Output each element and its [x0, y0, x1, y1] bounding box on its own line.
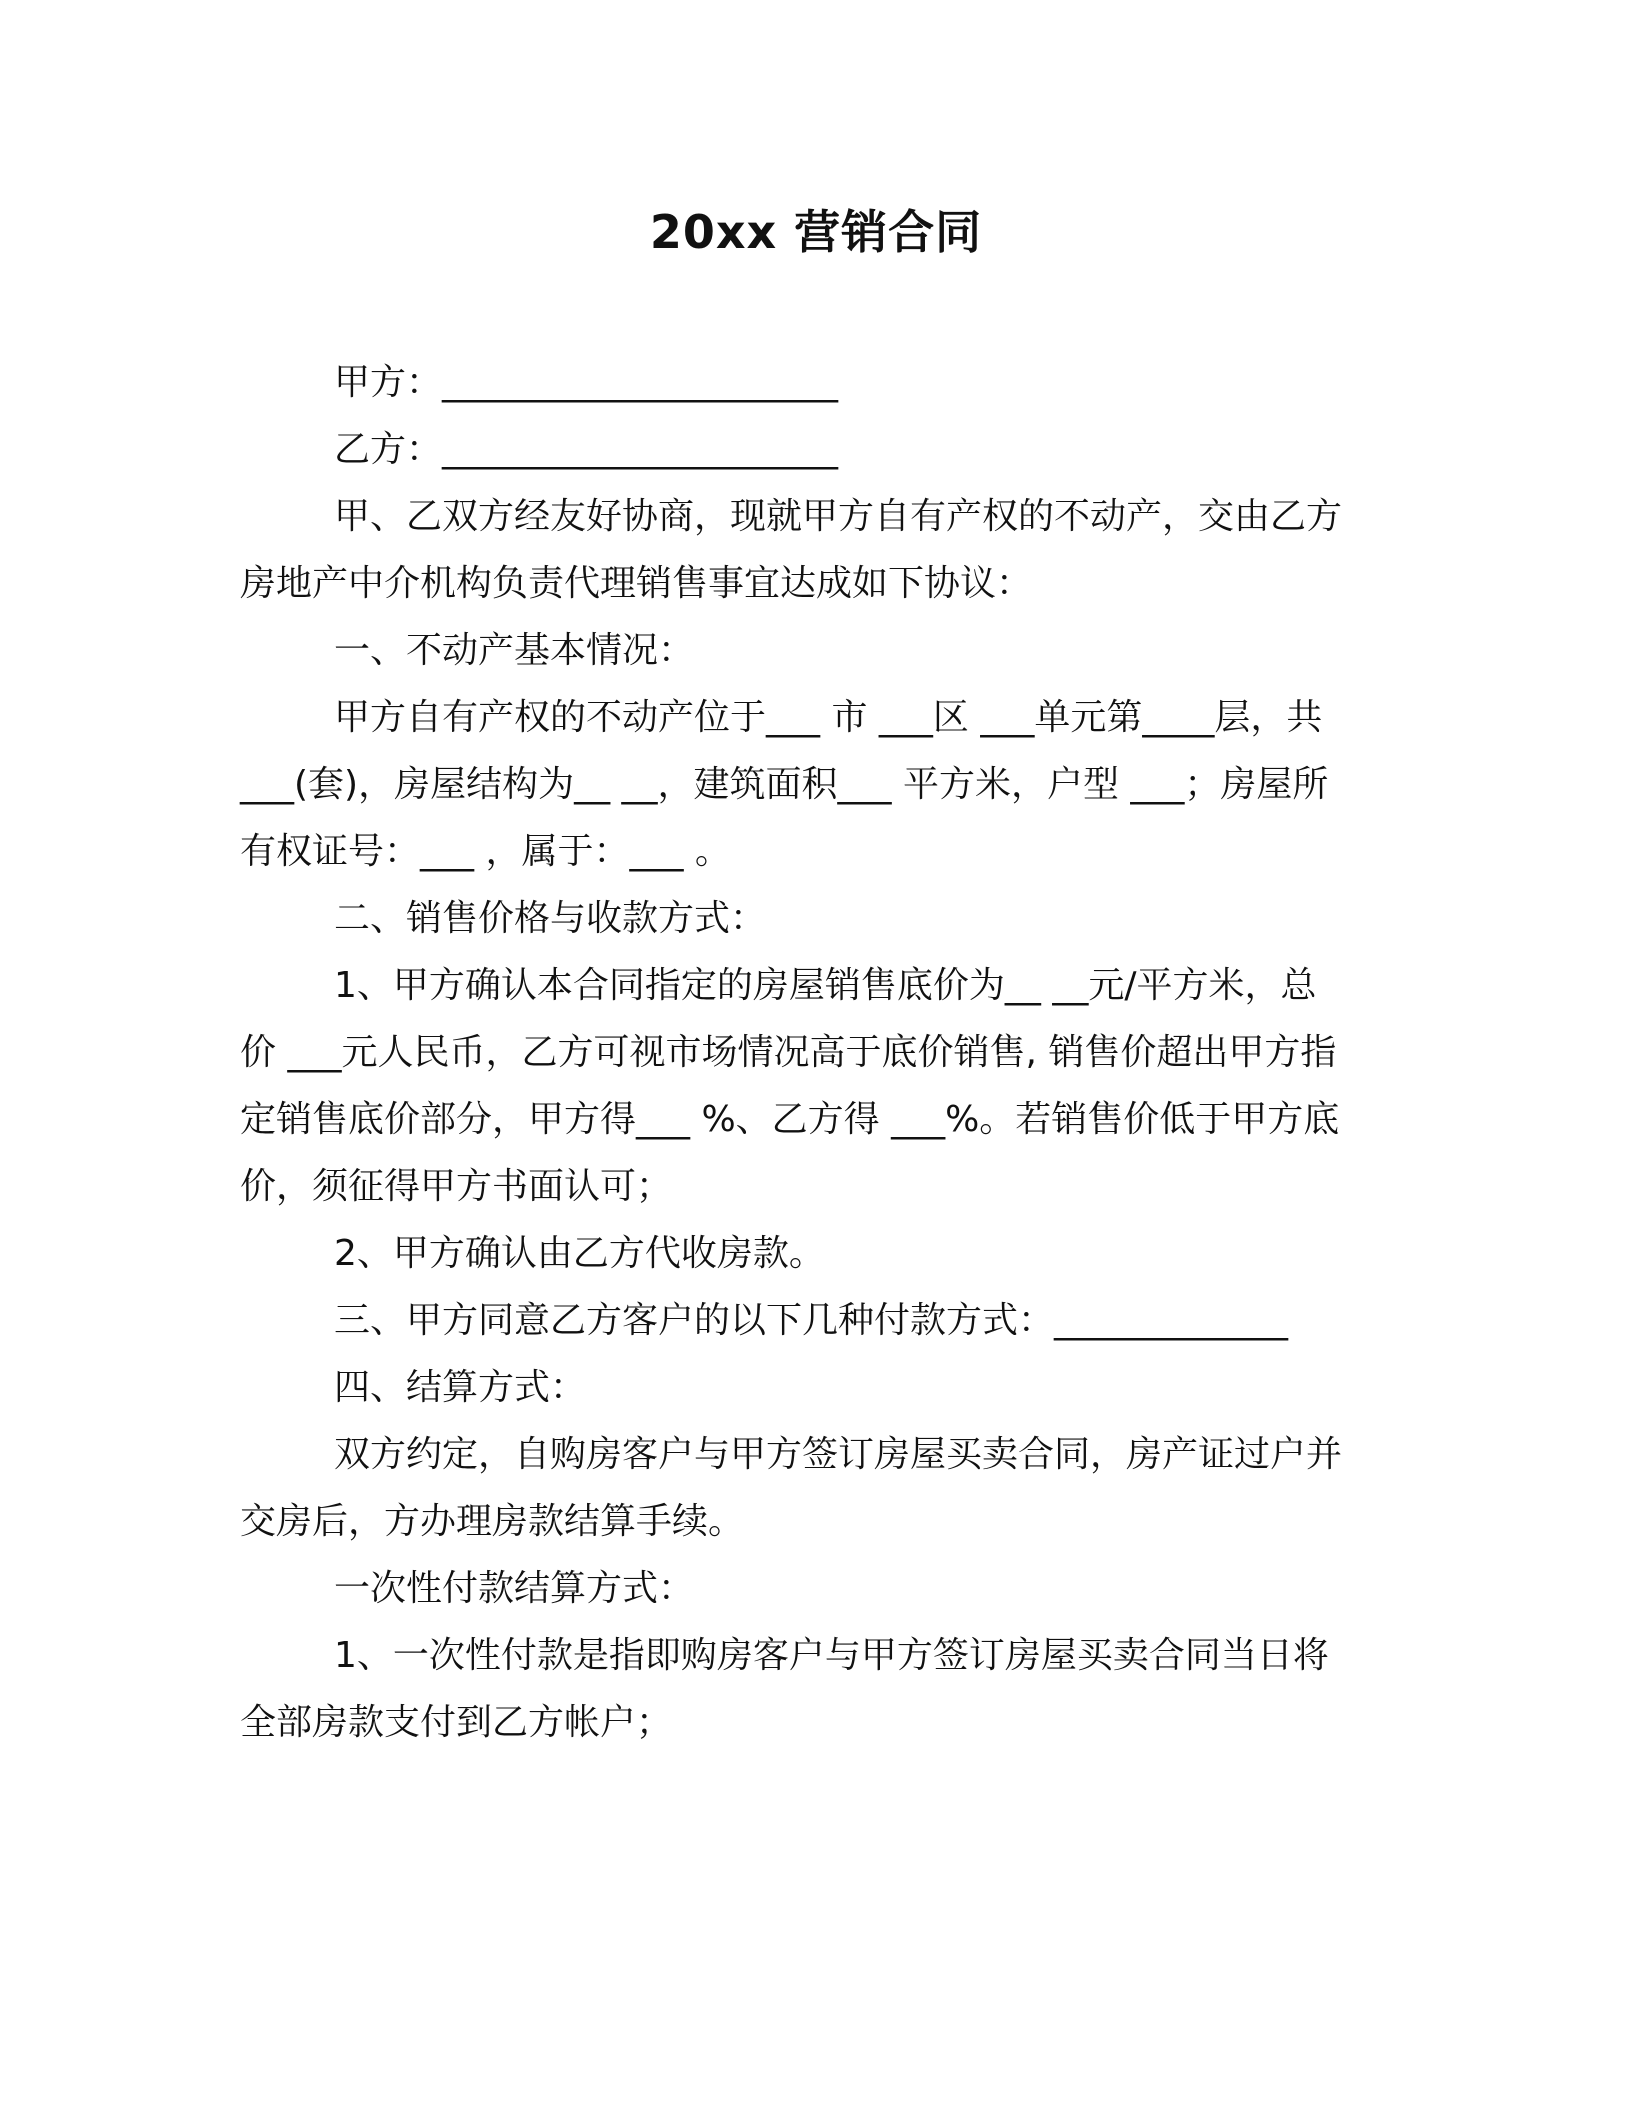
section-2-item-1-line: 定销售底价部分，甲方得___ %、乙方得 ___%。若销售价低于甲方底	[240, 1099, 1340, 1140]
section-2-item-1-line: 价，须征得甲方书面认可；	[240, 1166, 673, 1207]
section-1-heading: 一、不动产基本情况：	[334, 630, 695, 671]
section-2-item-2: 2、甲方确认由乙方代收房款。	[334, 1233, 825, 1274]
party-a-line: 甲方：______________________	[334, 362, 839, 403]
lump-sum-item-1-line: 全部房款支付到乙方帐户；	[240, 1702, 673, 1743]
intro-paragraph-line: 房地产中介机构负责代理销售事宜达成如下协议：	[240, 563, 1033, 604]
lump-sum-heading: 一次性付款结算方式：	[334, 1568, 695, 1609]
section-2-item-1-line: 1、甲方确认本合同指定的房屋销售底价为__ __元/平方米，总	[334, 965, 1317, 1006]
section-4-paragraph-line: 交房后，方办理房款结算手续。	[240, 1501, 745, 1542]
lump-sum-item-1-line: 1、一次性付款是指即购房客户与甲方签订房屋买卖合同当日将	[334, 1635, 1329, 1676]
section-1-paragraph-line: 有权证号：___ ，属于：___ 。	[240, 831, 731, 872]
intro-paragraph-line: 甲、乙双方经友好协商，现就甲方自有产权的不动产，交由乙方	[334, 496, 1343, 537]
section-1-paragraph-line: 甲方自有产权的不动产位于___ 市 ___区 ___单元第____层，共	[334, 697, 1323, 738]
section-4-heading: 四、结算方式：	[334, 1367, 587, 1408]
section-2-heading: 二、销售价格与收款方式：	[334, 898, 767, 939]
section-1-paragraph-line: ___(套)，房屋结构为__ __，建筑面积___ 平方米，户型 ___；房屋所	[240, 764, 1329, 805]
party-b-line: 乙方：______________________	[334, 429, 839, 470]
section-3-heading: 三、甲方同意乙方客户的以下几种付款方式：_____________	[334, 1300, 1289, 1341]
section-4-paragraph-line: 双方约定，自购房客户与甲方签订房屋买卖合同，房产证过户并	[334, 1434, 1343, 1475]
document-body	[240, 349, 1390, 1756]
document-title: 20xx 营销合同	[649, 205, 983, 259]
section-2-item-1-line: 价 ___元人民币，乙方可视市场情况高于底价销售, 销售价超出甲方指	[240, 1032, 1337, 1073]
